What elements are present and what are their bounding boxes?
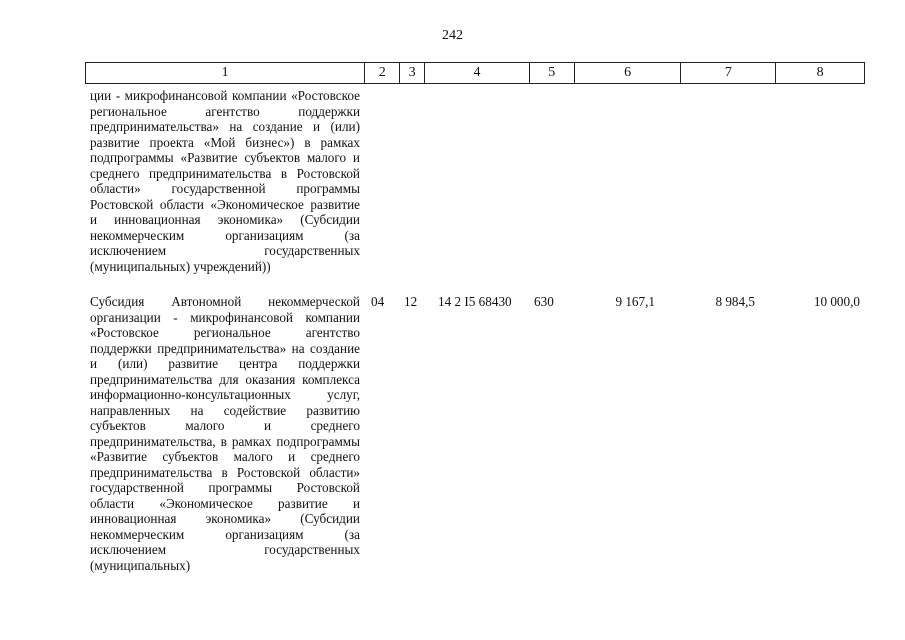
header-col-8: 8 bbox=[816, 65, 824, 80]
row-2-col-8: 10 000,0 bbox=[813, 294, 860, 309]
row-2-col-6: 9 167,1 bbox=[615, 294, 655, 309]
row-2-col-7: 8 984,5 bbox=[715, 294, 755, 309]
row-2-description: Субсидия Автономной некоммерческой организации - микрофинансовой компании «Ростовское региональное агентство поддержки предпринимательства» на создание и (или) развитие центра поддержки предпринимательства для оказания комплекса информационно-консультационных услуг, направленных на содействие развитию субъектов малого и среднего предпринимательства, в рамках подпрограммы «Развитие субъектов малого и среднего предпринимательства в Ростовской области» государственной программы Ростовской области «Экономическое развитие и инновационная экономика» (Субсидии некоммерческим организациям (за исключением государственных (муниципальных) bbox=[90, 294, 360, 573]
table-header-row bbox=[85, 62, 865, 84]
row-2-col-2: 04 bbox=[371, 294, 385, 309]
header-col-6: 6 bbox=[575, 63, 682, 83]
header-col-5: 5 bbox=[530, 63, 575, 83]
header-col-7: 7 bbox=[681, 63, 776, 83]
header-col-4: 4 bbox=[425, 63, 530, 83]
row-2-col-3: 12 bbox=[404, 294, 418, 309]
page-number: 242 bbox=[442, 28, 463, 43]
header-col-3: 3 bbox=[400, 63, 425, 83]
header-col-1: 1 bbox=[86, 63, 365, 83]
row-2-col-4: 14 2 I5 68430 bbox=[438, 294, 512, 309]
row-2-col-5: 630 bbox=[534, 294, 554, 309]
row-1-description: ции - микрофинансовой компании «Ростовское региональное агентство поддержки предпринимательства» на создание и (или) развитие проекта «Мой бизнес») в рамках подпрограммы «Развитие субъектов малого и среднего предпринимательства в Ростовской области» государственной программы Ростовской области «Экономическое развитие и инновационная экономика» (Субсидии некоммерческим организациям (за исключением государственных (муниципальных) учреждений)) bbox=[90, 88, 360, 274]
header-col-2: 2 bbox=[365, 63, 400, 83]
